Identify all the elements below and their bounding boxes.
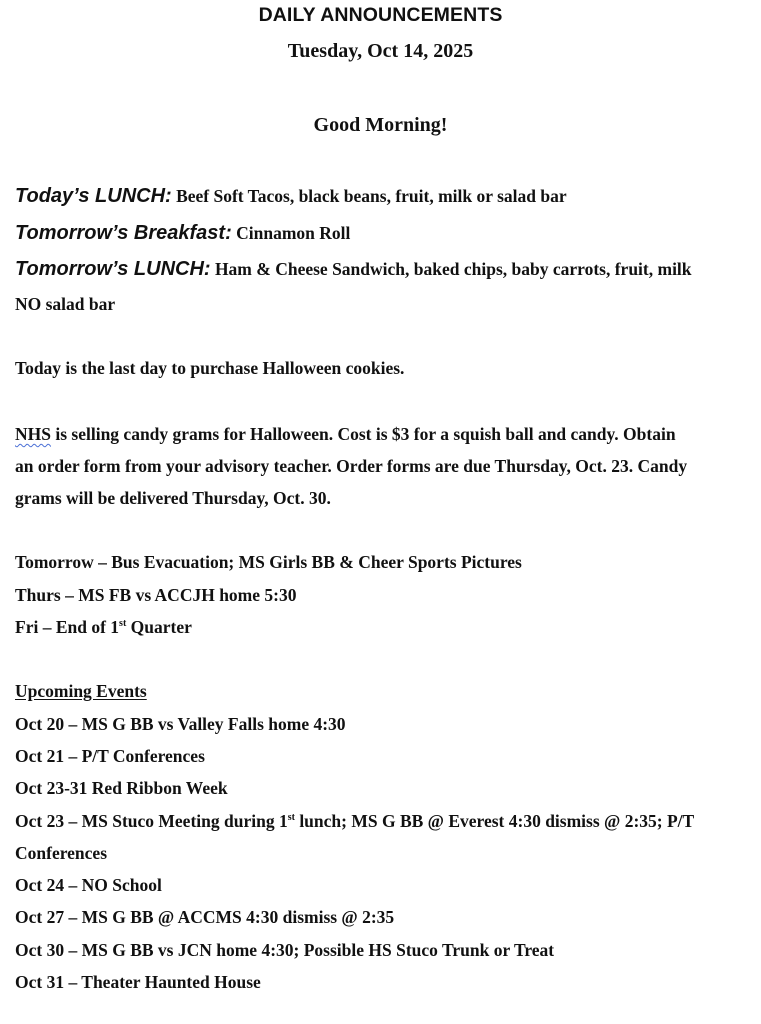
- cookies-notice: Today is the last day to purchase Halloween cookies.: [15, 358, 405, 378]
- tomorrow-lunch-label: Tomorrow’s LUNCH:: [15, 258, 211, 280]
- tomorrow-lunch-note: NO salad bar: [15, 294, 116, 314]
- upcoming-events-heading: Upcoming Events: [15, 681, 147, 701]
- nhs-notice-line-1: [15, 424, 676, 445]
- event-fri-superscript: st: [119, 618, 127, 630]
- event-thurs: Thurs – MS FB vs ACCJH home 5:30: [15, 585, 297, 605]
- nhs-notice-line-3: grams will be delivered Thursday, Oct. 30.: [15, 488, 331, 508]
- event-oct23: [15, 811, 694, 832]
- event-oct21: Oct 21 – P/T Conferences: [15, 746, 205, 766]
- event-oct30: Oct 30 – MS G BB vs JCN home 4:30; Possible HS Stuco Trunk or Treat: [15, 940, 555, 960]
- event-oct24: Oct 24 – NO School: [15, 875, 162, 895]
- event-fri-suffix: Quarter: [126, 617, 192, 637]
- event-oct31: Oct 31 – Theater Haunted House: [15, 972, 261, 992]
- event-oct23-text: Oct 23 – MS Stuco Meeting during 1: [15, 811, 288, 831]
- tomorrow-breakfast-line: [15, 222, 350, 245]
- event-oct23-31: Oct 23-31 Red Ribbon Week: [15, 778, 228, 798]
- event-oct20: Oct 20 – MS G BB vs Valley Falls home 4:30: [15, 714, 346, 734]
- nhs-abbreviation: NHS: [15, 424, 51, 444]
- tomorrow-lunch-text: Ham & Cheese Sandwich, baked chips, baby carrots, fruit, milk: [214, 259, 692, 279]
- tomorrow-breakfast-label: Tomorrow’s Breakfast:: [15, 222, 232, 244]
- page-title: DAILY ANNOUNCEMENTS: [258, 4, 503, 26]
- tomorrow-lunch-line: [15, 258, 692, 281]
- event-tomorrow: Tomorrow – Bus Evacuation; MS Girls BB & Cheer Sports Pictures: [15, 552, 522, 572]
- event-oct23-continued: Conferences: [15, 843, 108, 863]
- announcement-date: Tuesday, Oct 14, 2025: [287, 40, 474, 62]
- today-lunch-text: Beef Soft Tacos, black beans, fruit, milk or salad bar: [176, 186, 567, 206]
- tomorrow-breakfast-text: Cinnamon Roll: [236, 223, 351, 243]
- event-oct23-superscript: st: [287, 812, 295, 824]
- greeting: Good Morning!: [313, 114, 448, 136]
- event-oct27: Oct 27 – MS G BB @ ACCMS 4:30 dismiss @ 2:35: [15, 907, 395, 927]
- today-lunch-line: [15, 185, 567, 208]
- event-oct23-suffix: lunch; MS G BB @ Everest 4:30 dismiss @ 2:35; P/T: [294, 811, 695, 831]
- today-lunch-label: Today’s LUNCH:: [15, 185, 172, 207]
- nhs-notice-text: is selling candy grams for Halloween. Cost is $3 for a squish ball and candy. Obtain: [50, 424, 676, 444]
- event-fri-text: Fri – End of 1: [15, 617, 120, 637]
- nhs-notice-line-2: an order form from your advisory teacher. Order forms are due Thursday, Oct. 23. Candy: [15, 456, 688, 476]
- event-fri: [15, 617, 192, 638]
